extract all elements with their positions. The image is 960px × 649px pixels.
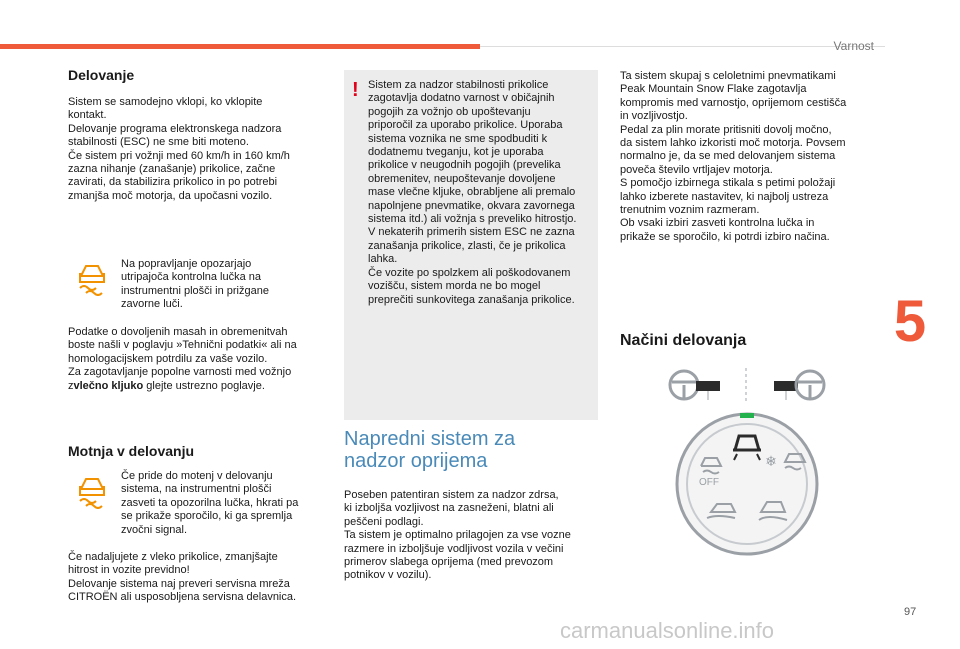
snow-mode-icon: ❄ xyxy=(765,454,777,470)
tow-hitch-link-text: vlečno kljuko xyxy=(73,379,144,392)
header-accent-bar xyxy=(0,44,480,49)
header-rule xyxy=(480,46,885,47)
paragraph-masses-end: glejte ustrezno poglavje. xyxy=(143,379,265,392)
note-warning-lamp: Na popravljanje opozarjajo utripajoča kontrolna lučka na instrumentni plošči in prižgane zavorne luči. xyxy=(121,258,269,311)
heading-advanced-grip: Napredni sistem za nadzor oprijema xyxy=(344,428,516,472)
paragraph-masses xyxy=(68,326,333,393)
paragraph-operation: Sistem se samodejno vklopi, ko vklopite kontakt. Delovanje programa elektronskega nadzora stabilnosti (ESC) ne sme biti moteno. Če sistem pri vožnji med 60 km/h in 160 km/h zazna nihanje (zanašanje) prikolice, začne zavirati, da stabilizira prikolico in po potrebi zmanjša moč motorja, da upočasni vozilo. xyxy=(68,96,290,202)
page-number: 97 xyxy=(904,606,917,618)
section-title: Varnost xyxy=(833,39,874,53)
heading-motnja: Motnja v delovanju xyxy=(68,443,195,459)
paragraph-grip-system: Ta sistem skupaj s celoletnimi pnevmatikami Peak Mountain Snow Flake zagotavlja kompromis med varnostjo, oprijemom cestišča in vozljivostjo. Pedal za plin morate pritisniti dovolj močno, da sistem lahko izkoristi moč motorja. Povsem normalno je, da se med delovanjem sistema poveča število vrtljajev motorja. S pomočjo izbirnega stikala s petimi položaji lahko izberete nastavitev, ki najbolj ustreza trenutnim voznim razmeram. Ob vsaki izbiri zasveti kontrolna lučka in prikaže se sporočilo, ki potrdi izbiro načina. xyxy=(620,70,847,243)
note-fault-lamp: Če pride do motenj v delovanju sistema, na instrumentni plošči zasveti ta opozorilna lučka, hkrati pa se prikaže sporočilo, ki ga spremlja zvočni signal. xyxy=(121,470,299,536)
heading-delovanje: Delovanje xyxy=(68,67,135,83)
chapter-number: 5 xyxy=(893,289,927,354)
paragraph-fault-advice: Če nadaljujete z vleko prikolice, zmanjšajte hitrost in vozite previdno! Delovanje sistema naj preveri servisna mreža CITROËN ali usposobljena servisna delavnica. xyxy=(68,551,297,604)
mode-selector-dial xyxy=(673,410,821,558)
paragraph-masses-text: Podatke o dovoljenih masah in obremenitvah boste našli v poglavju »Tehnični podatki« ali na homologacijskem potrdilu za vaše vozilo. Za zagotavljanje popolne varnosti med vožnjo z xyxy=(68,326,297,392)
warning-exclamation-icon: ! xyxy=(352,79,359,101)
dial-off-label: OFF xyxy=(699,477,719,488)
watermark: carmanualsonline.info xyxy=(560,618,775,643)
warning-text: Sistem za nadzor stabilnosti prikolice zagotavlja dodatno varnost v običajnih pogojih za vožnjo ob upoštevanju priporočil za uporabo prikolice. Uporaba sistema voznika ne sme spodbuditi k dodatnemu tveganju, kot je uporaba prikolice v neugodnih pogojih (prevelika obremenitev, neupoštevanje dovoljene mase vlečne kljuke, obrabljene ali premalo napolnjene pnevmatike, okvara zavornega sistema itd.) ali vožnja s preveliko hitrostjo. V nekaterih primerih sistem ESC ne zazna zanašanja prikolice, zlasti, če je prikolica lahka. Če vozite po spolzkem ali poškodovanem vozišču, sistem morda ne bo mogel preprečiti sunkovitega zanašanja prikolice. xyxy=(368,79,577,306)
trailer-stability-warning-icon xyxy=(76,262,108,296)
trailer-fault-warning-icon xyxy=(76,475,108,509)
heading-modes: Načini delovanja xyxy=(620,332,747,349)
paragraph-grip-control: Poseben patentiran sistem za nadzor zdrsa, ki izboljša vozljivost na zasneženi, blatni ali peščeni podlagi. Ta sistem je optimalno prilagojen za vse vozne razmere in izboljšuje vodljivost vozila v večini primerov slabega oprijema (med prevozom potnikov v vozilu). xyxy=(344,489,571,582)
steering-wheel-illustration xyxy=(664,366,834,406)
